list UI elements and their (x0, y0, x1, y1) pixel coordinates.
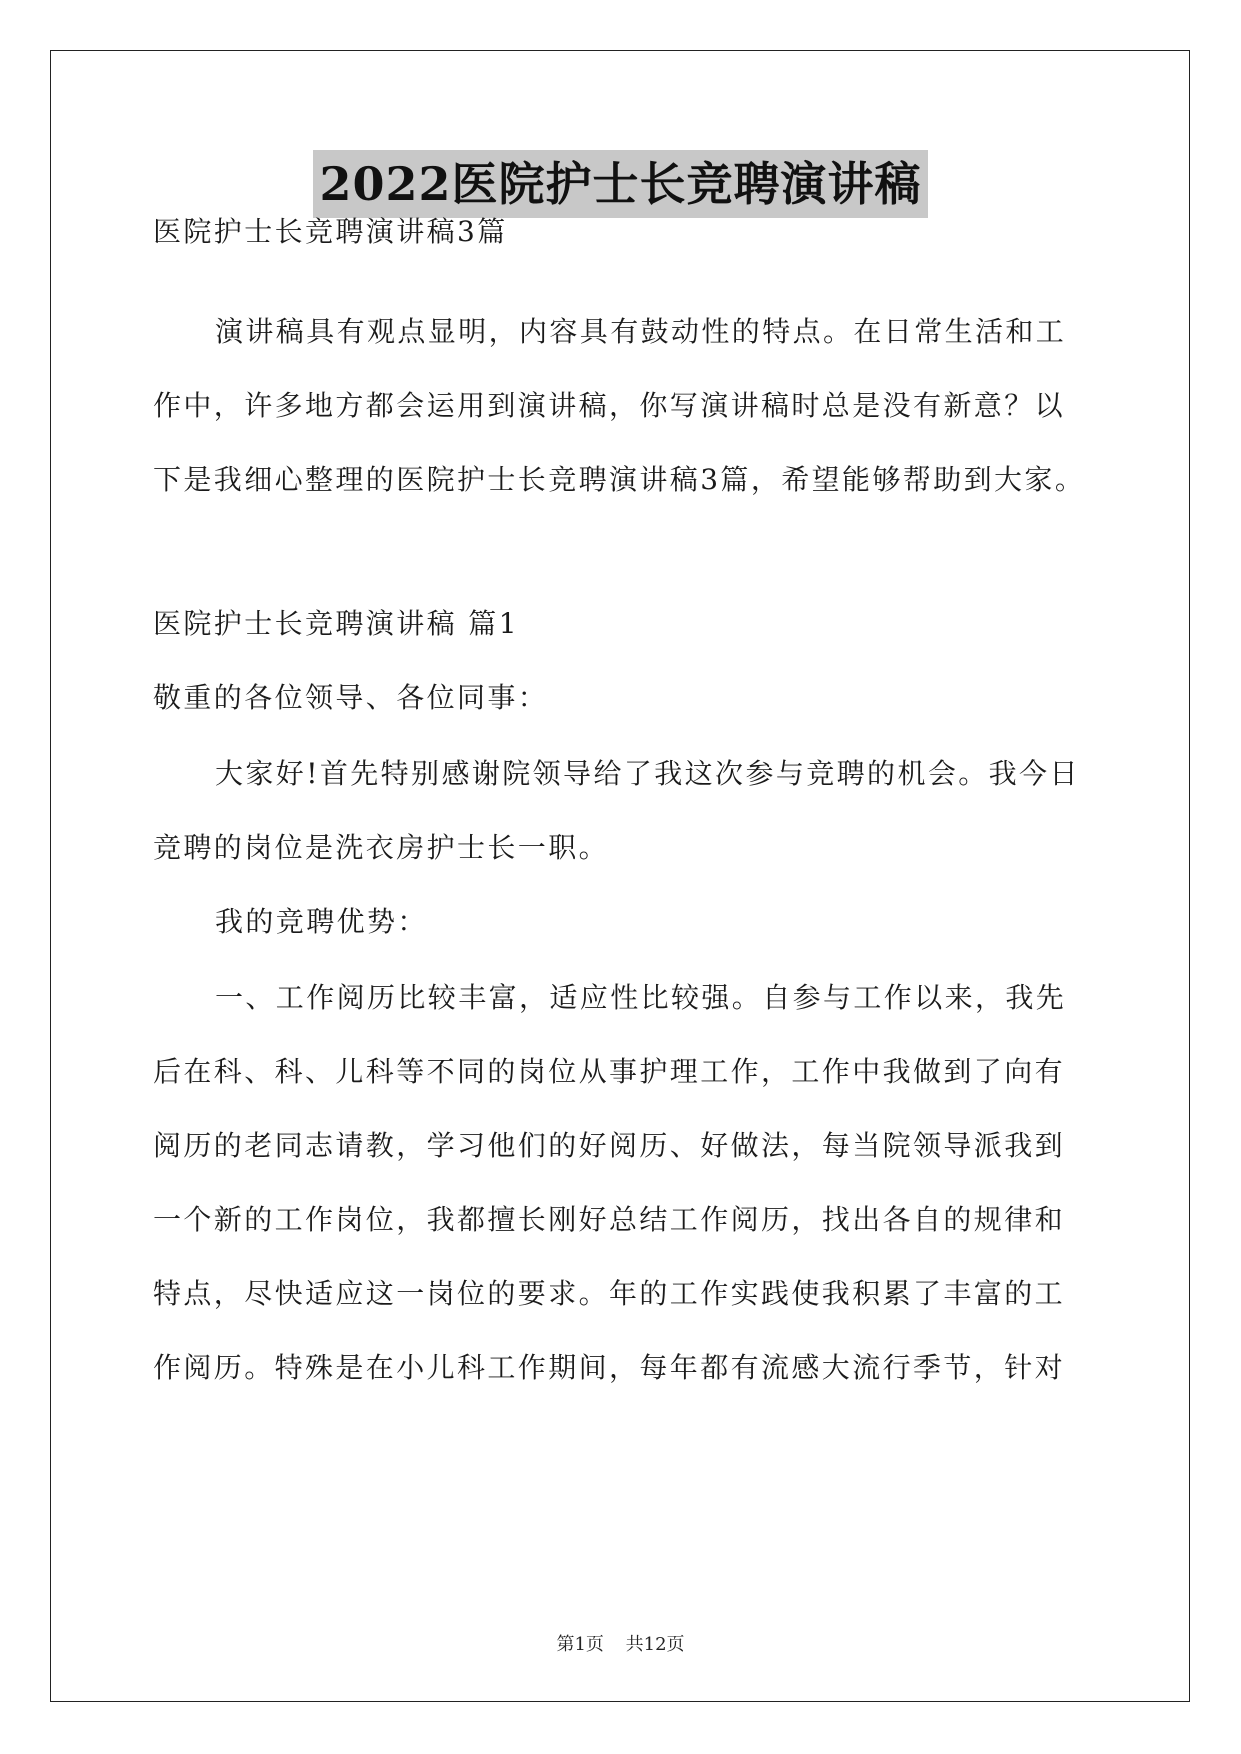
para1-line-1: 大家好!首先特别感谢院领导给了我这次参与竞聘的机会。我今日 (215, 757, 1080, 790)
para1-line-2: 竞聘的岗位是洗衣房护士长一职。 (153, 831, 610, 864)
para3-line-2: 后在科、科、儿科等不同的岗位从事护理工作，工作中我做到了向有 (153, 1055, 1066, 1088)
para3-line-1: 一、工作阅历比较丰富，适应性比较强。自参与工作以来，我先 (215, 981, 1067, 1014)
page-border (50, 50, 1190, 1702)
intro-line-2: 作中，许多地方都会运用到演讲稿，你写演讲稿时总是没有新意？以 (153, 389, 1066, 422)
para3-line-3: 阅历的老同志请教，学习他们的好阅历、好做法，每当院领导派我到 (153, 1129, 1066, 1162)
page-total: 共12页 (625, 1634, 685, 1655)
page-number: 第1页 (556, 1634, 604, 1655)
section-heading: 医院护士长竞聘演讲稿 篇1 (153, 607, 519, 640)
intro-line-3: 下是我细心整理的医院护士长竞聘演讲稿3篇，希望能够帮助到大家。 (153, 463, 1086, 496)
para3-line-4: 一个新的工作岗位，我都擅长刚好总结工作阅历，找出各自的规律和 (153, 1203, 1066, 1236)
intro-line-1: 演讲稿具有观点显明，内容具有鼓动性的特点。在日常生活和工 (215, 315, 1067, 348)
subtitle: 医院护士长竞聘演讲稿3篇 (153, 215, 508, 248)
para3-line-5: 特点，尽快适应这一岗位的要求。年的工作实践使我积累了丰富的工 (153, 1277, 1066, 1310)
title-container (0, 150, 1241, 218)
para2-line-1: 我的竞聘优势： (215, 905, 428, 938)
salutation: 敬重的各位领导、各位同事： (153, 681, 549, 714)
para3-line-6: 作阅历。特殊是在小儿科工作期间，每年都有流感大流行季节，针对 (153, 1351, 1066, 1384)
document-title: 2022医院护士长竞聘演讲稿 (313, 150, 927, 218)
page-footer (0, 1630, 1241, 1656)
